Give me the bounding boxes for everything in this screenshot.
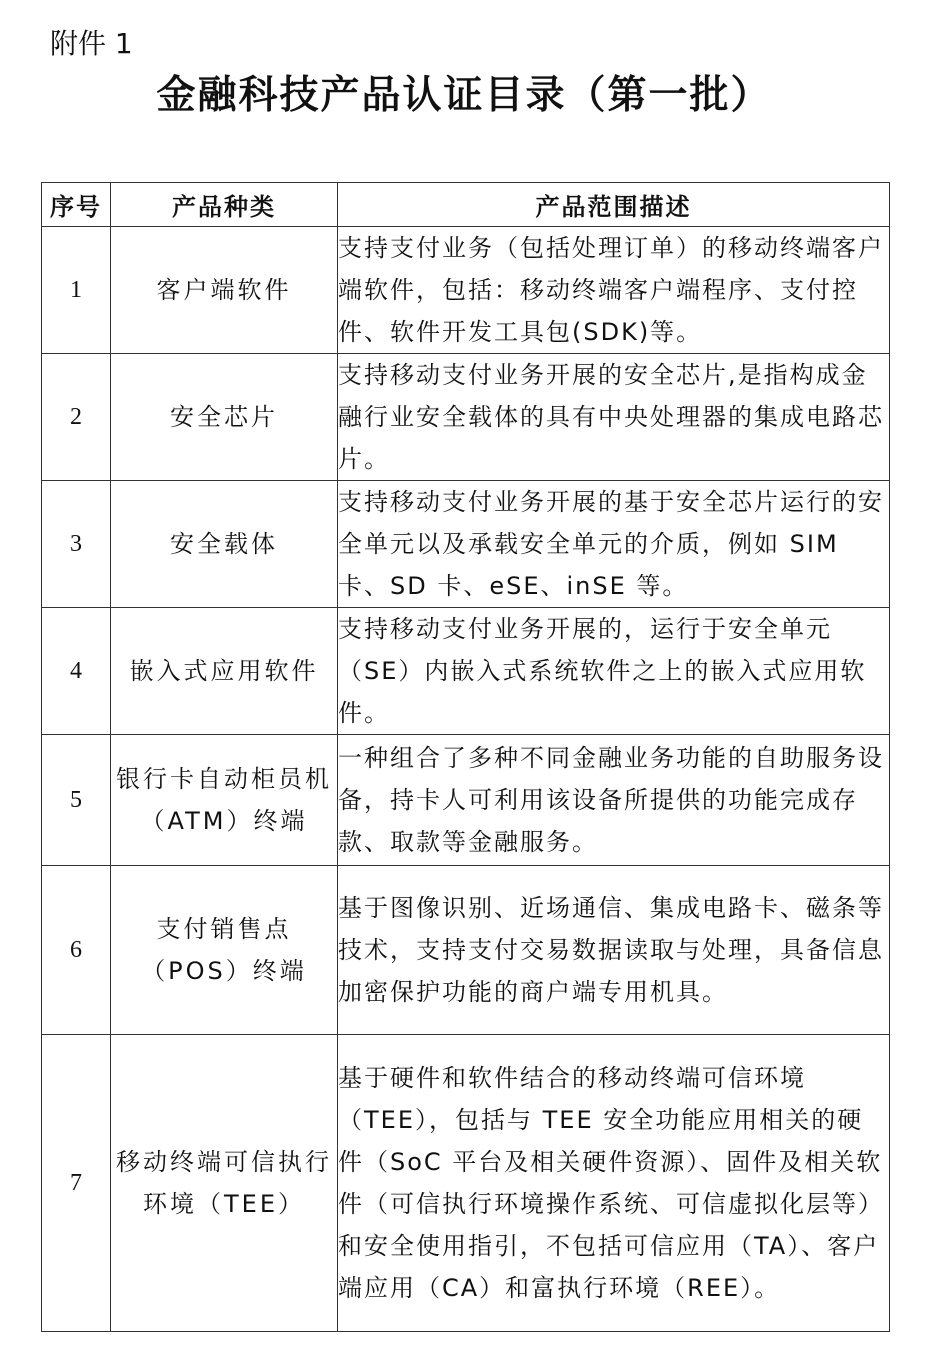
row-number: 2 xyxy=(42,354,111,481)
row-number: 1 xyxy=(42,227,111,354)
row-number: 5 xyxy=(42,735,111,866)
header-number: 序号 xyxy=(42,183,111,227)
attachment-label: 附件 1 xyxy=(50,27,133,60)
row-number: 3 xyxy=(42,481,111,608)
row-category: 客户端软件 xyxy=(111,227,338,354)
table-row xyxy=(42,735,890,866)
row-category: 安全载体 xyxy=(111,481,338,608)
row-number: 6 xyxy=(42,866,111,1035)
document-title: 金融科技产品认证目录（第一批） xyxy=(156,72,772,118)
header-category: 产品种类 xyxy=(111,183,338,227)
row-description: 基于图像识别、近场通信、集成电路卡、磁条等技术，支持支付交易数据读取与处理，具备信息加密保护功能的商户端专用机具。 xyxy=(338,866,890,1035)
row-category: 移动终端可信执行环境（TEE） xyxy=(111,1035,338,1332)
table-row xyxy=(42,866,890,1035)
table-row xyxy=(42,1035,890,1332)
table-row xyxy=(42,608,890,735)
row-category: 支付销售点（POS）终端 xyxy=(111,866,338,1035)
table-row xyxy=(42,481,890,608)
row-description: 支持移动支付业务开展的安全芯片,是指构成金融行业安全载体的具有中央处理器的集成电路芯片。 xyxy=(338,354,890,481)
table-row xyxy=(42,227,890,354)
row-category: 安全芯片 xyxy=(111,354,338,481)
row-description: 支持移动支付业务开展的，运行于安全单元（SE）内嵌入式系统软件之上的嵌入式应用软件。 xyxy=(338,608,890,735)
row-description: 支持移动支付业务开展的基于安全芯片运行的安全单元以及承载安全单元的介质，例如 SIM 卡、SD 卡、eSE、inSE 等。 xyxy=(338,481,890,608)
row-description: 支持支付业务（包括处理订单）的移动终端客户端软件，包括：移动终端客户端程序、支付控件、软件开发工具包(SDK)等。 xyxy=(338,227,890,354)
row-category: 嵌入式应用软件 xyxy=(111,608,338,735)
row-number: 7 xyxy=(42,1035,111,1332)
header-description: 产品范围描述 xyxy=(338,183,890,227)
table-header-row xyxy=(42,183,890,227)
product-catalog-table xyxy=(41,182,890,1332)
row-number: 4 xyxy=(42,608,111,735)
row-description: 基于硬件和软件结合的移动终端可信环境（TEE），包括与 TEE 安全功能应用相关的硬件（SoC 平台及相关硬件资源）、固件及相关软件（可信执行环境操作系统、可信虚拟化层等）和安全使用指引，不包括可信应用（TA）、客户端应用（CA）和富执行环境（REE）。 xyxy=(338,1035,890,1332)
row-category: 银行卡自动柜员机（ATM）终端 xyxy=(111,735,338,866)
table-row xyxy=(42,354,890,481)
row-description: 一种组合了多种不同金融业务功能的自助服务设备，持卡人可利用该设备所提供的功能完成存款、取款等金融服务。 xyxy=(338,735,890,866)
